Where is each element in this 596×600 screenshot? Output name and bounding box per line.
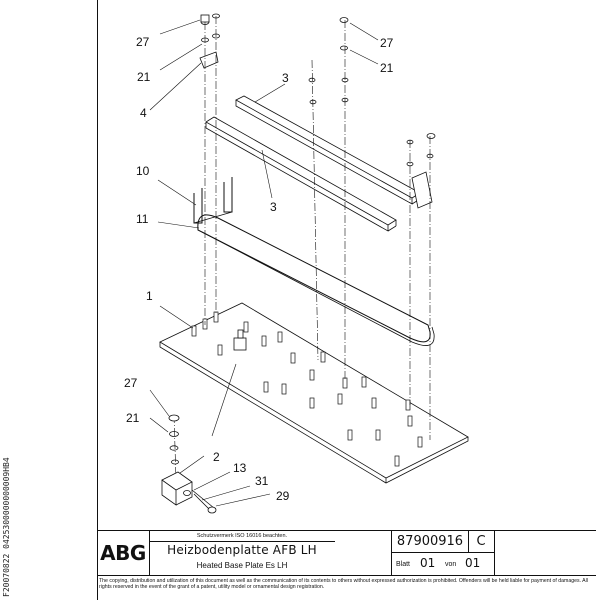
document-number: 87900916 xyxy=(392,531,469,553)
hardware-top-left xyxy=(201,14,220,42)
lower-clamp-block xyxy=(162,472,192,490)
title-block xyxy=(97,530,596,576)
callout-13: 13 xyxy=(233,461,247,475)
callout-21-top-left: 21 xyxy=(137,70,151,84)
callout-4: 4 xyxy=(140,106,147,120)
bracket-right xyxy=(412,172,432,208)
callout-21-lower: 21 xyxy=(126,411,140,425)
bracket-left xyxy=(200,52,218,68)
callout-27-top-left: 27 xyxy=(136,35,150,49)
protection-note: Schutzvermerk ISO 16016 beachten. xyxy=(149,531,335,542)
callout-27-top-right: 27 xyxy=(380,36,394,50)
callout-11: 11 xyxy=(136,212,149,226)
callout-27-lower: 27 xyxy=(124,376,138,390)
revision: C xyxy=(468,531,495,553)
callout-21-top-right: 21 xyxy=(380,61,394,75)
callout-3-upper: 3 xyxy=(282,71,289,85)
callout-2: 2 xyxy=(213,450,220,464)
of-value: 01 xyxy=(465,556,481,570)
document-info xyxy=(391,531,596,575)
of-label: von xyxy=(445,561,457,568)
sheet-row xyxy=(392,552,495,575)
copyright-notice: The copying, distribution and utilization of this document as well as the communication of its contents to others without expressed authorization is prohibited. Offenders will be held liable for payment of damages. All rights reserved in the event of the grant of a patent, utility model or ornamental design registration. xyxy=(99,578,588,591)
callout-31: 31 xyxy=(255,474,269,488)
title-english: Heated Base Plate Es LH xyxy=(196,561,288,570)
abg-logo: ABG xyxy=(97,531,150,575)
callout-10: 10 xyxy=(136,164,150,178)
callout-1: 1 xyxy=(146,289,153,303)
title-german: Heizbodenplatte AFB LH xyxy=(167,543,317,557)
callout-3-lower: 3 xyxy=(270,200,277,214)
sheet-label: Blatt xyxy=(396,561,411,568)
callout-29: 29 xyxy=(276,489,290,503)
sheet-value: 01 xyxy=(420,556,436,570)
side-document-code: F20070822 0425300000000009HB4 xyxy=(2,457,11,597)
